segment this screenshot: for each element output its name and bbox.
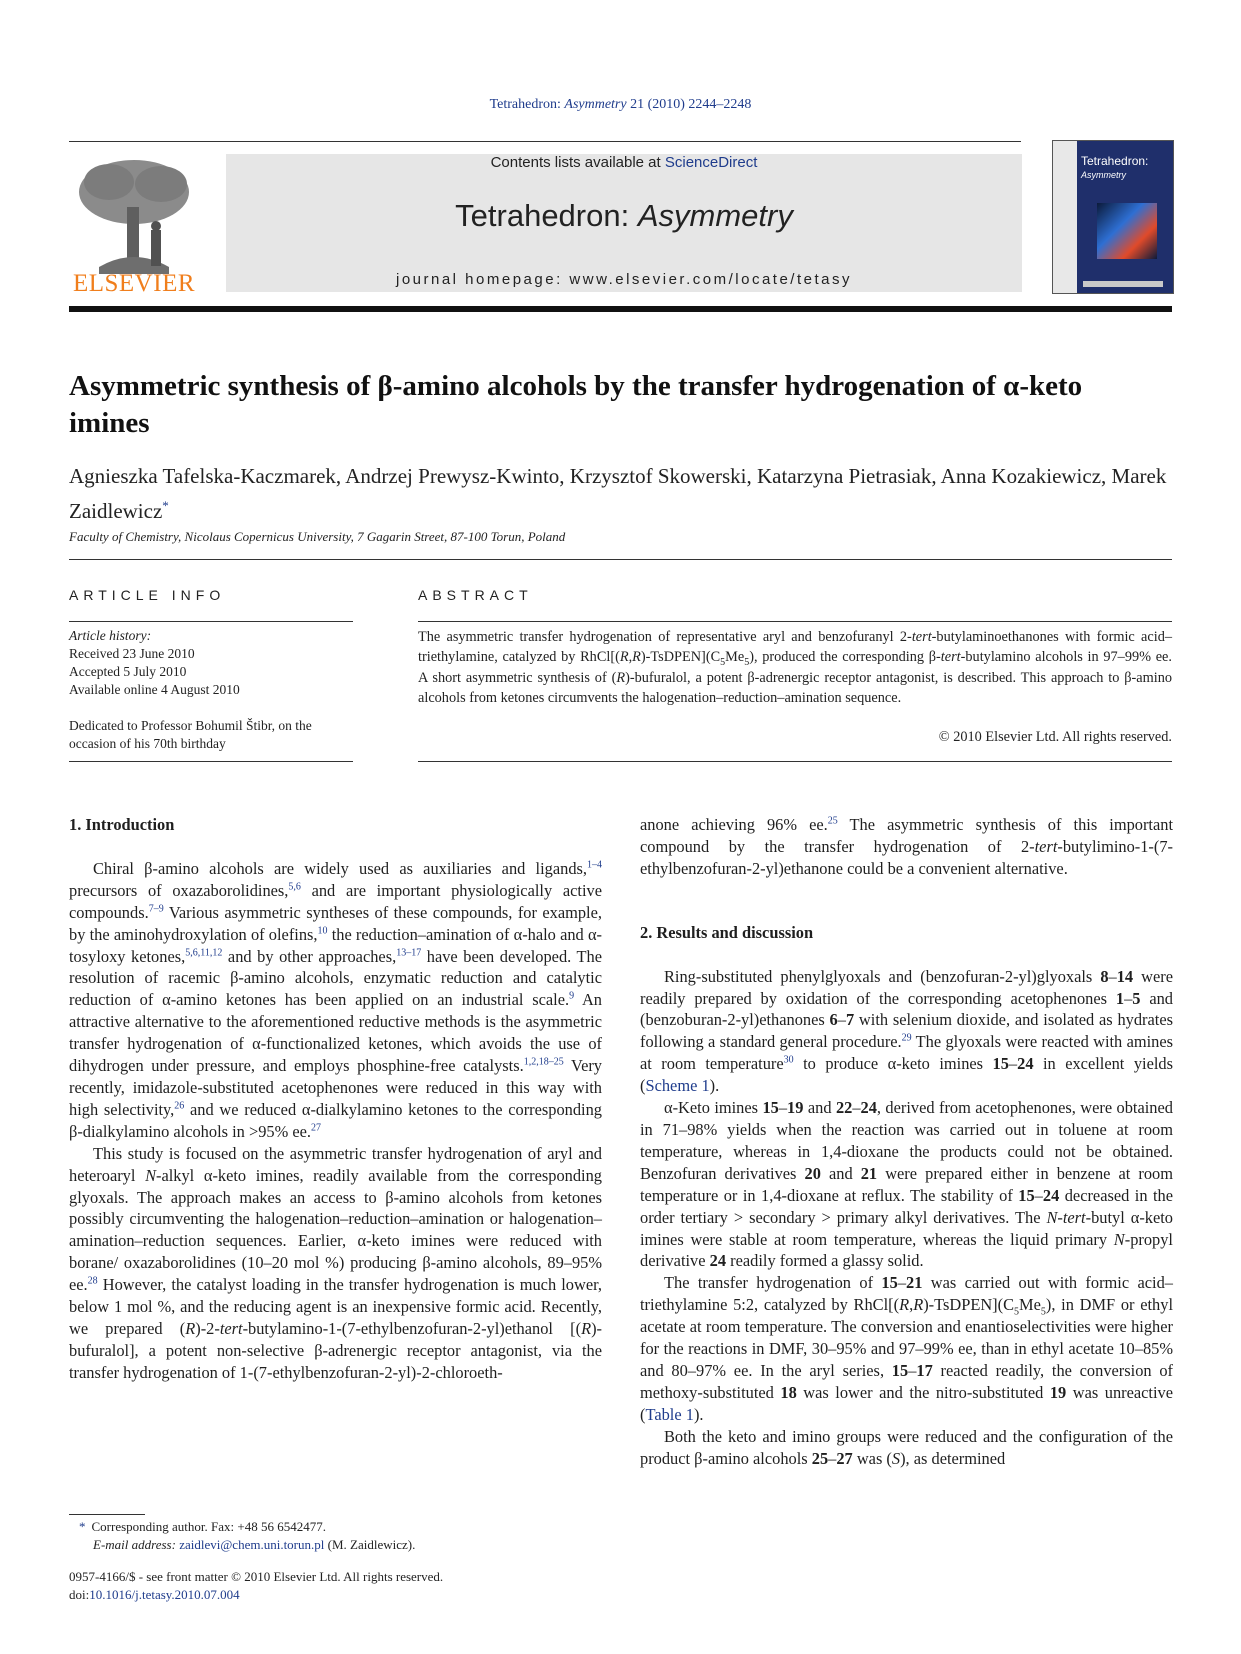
journal-title: Tetrahedron: Asymmetry	[455, 198, 793, 233]
author-list: Agnieszka Tafelska-Kaczmarek, Andrzej Prewysz-Kwinto, Krzysztof Skowerski, Katarzyna Pietrasiak, Anna Kozakiewicz, Marek Zaidlewicz*	[69, 464, 1167, 523]
affiliation: Faculty of Chemistry, Nicolaus Copernicus University, 7 Gagarin Street, 87-100 Torun, Poland	[69, 529, 566, 544]
header-divider	[69, 141, 1021, 142]
sciencedirect-link[interactable]: ScienceDirect	[664, 154, 758, 171]
scheme-1-link[interactable]: Scheme 1	[645, 1076, 710, 1096]
publication-meta: 0957-4166/$ - see front matter © 2010 Elsevier Ltd. All rights reserved. doi:10.1016/j.tetasy.2010.07.004	[69, 1569, 444, 1602]
doi-link[interactable]: 10.1016/j.tetasy.2010.07.004	[89, 1587, 240, 1602]
journal-cover-image[interactable]: Tetrahedron: Asymmetry	[1052, 140, 1174, 294]
section-heading-introduction: 1. Introduction	[69, 815, 175, 834]
paragraph: anone achieving 96% ee.$^{25}$ The asymmetric synthesis of this important compound by the transfer hydrogenation of 2-tert-butylimino-1-(7-ethylbenzofuran-2-yl)ethanone could be a convenient alternative.	[640, 815, 1174, 878]
abstract-heading: ABSTRACT	[418, 587, 533, 603]
paragraph: Ring-substituted phenylglyoxals and (benzofuran-2-yl)glyoxals 8–14 were readily prepared by oxidation of the corresponding acetophenones 1–5 and (benzoburan-2-yl)ethanones 6–7 with selenium dioxide, and isolated as hydrates following a standard general procedure.$^{29}$ The glyoxals were reacted with amines at room temperature$^{30}$ to produce α-keto imines 15–24 in excellent yields (Scheme 1).	[640, 966, 1174, 1096]
article-info-heading: ARTICLE INFO	[69, 587, 226, 603]
header-thick-rule	[69, 306, 1172, 312]
article-title: Asymmetric synthesis of β-amino alcohols by the transfer hydrogenation of α-keto imines	[69, 370, 1083, 439]
paragraph: α-Keto imines 15–19 and 22–24, derived from acetophenones, were obtained in 71–98% yields when the reaction was carried out in toluene at room temperature, whereas in 1,4-dioxane the products could not be obtained. Benzofuran derivatives 20 and 21 were prepared either in benzene at room temperature or in 1,4-dioxane at reflux. The stability of 15–24 decreased in the order tertiary > secondary > primary alkyl derivatives. The N-tert-butyl α-keto imines were stable at room temperature, whereas the liquid primary N-propyl derivative 24 readily formed a glassy solid.	[640, 1098, 1173, 1271]
paragraph: The transfer hydrogenation of 15–21 was carried out with formic acid–triethylamine 5:2, catalyzed by $RhCl[(R,R)-TsDPEN](C_5Me_5)$, in DMF or ethyl acetate at room temperature. The conversion and enantioselectivities were higher for the reactions in DMF, 30–95% and 97–99% ee, than in ethyl acetate 10–85% and 80–97% ee. In the aryl series, 15–17 reacted readily, the conversion of methoxy-substituted 18 was lower and the nitro-substituted 19 was unreactive (Table 1).	[640, 1273, 1173, 1424]
body-left-column	[69, 814, 602, 1384]
journal-citation[interactable]: Tetrahedron: Asymmetry 21 (2010) 2244–2248	[489, 97, 752, 112]
article-history: Article history: Received 23 June 2010 Accepted 5 July 2010 Available online 4 August 2010	[69, 628, 240, 697]
abstract-text: The asymmetric transfer hydrogenation of representative aryl and benzofuranyl 2-tert-butylaminoethanones with formic acid–triethylamine, catalyzed by $RhCl[(R,R)-TsDPEN](C_5Me_5)$, produced the corresponding β-tert-butylamino alcohols in 97–99% ee. A short asymmetric synthesis of (R)-bufuralol, a potent β-adrenergic receptor antagonist, is described. This approach to β-amino alcohols from ketones circumvents the halogenation–reduction–amination sequence.	[418, 629, 1173, 707]
paragraph: Both the keto and imino groups were reduced and the configuration of the product β-amino alcohols 25–27 was (S), as determined	[640, 1426, 1173, 1468]
abstract-copyright: © 2010 Elsevier Ltd. All rights reserved.	[938, 729, 1172, 745]
contents-line: Contents lists available at ScienceDirect	[490, 154, 758, 171]
cover-artwork	[1097, 203, 1157, 259]
footnote: * Corresponding author. Fax: +48 56 6542477. E-mail address: zaidlevi@chem.uni.torun.pl (M. Zaidlewicz).	[79, 1519, 416, 1552]
paragraph: This study is focused on the asymmetric transfer hydrogenation of aryl and heteroaryl N-alkyl α-keto imines, readily available from the corresponding glyoxals. The approach makes an access to β-amino alcohols from ketones possibly circumventing the halogenation–reduction–amination or halogenation–amination–reduction sequences. Earlier, α-keto imines were reduced with borane/ oxazaborolidines (10–20 mol %) producing β-amino alcohols, 89–95% ee.$^{28}$ However, the catalyst loading in the transfer hydrogenation is much lower, below 1 mol %, and the reducing agent is an inexpensive formic acid. Recently, we prepared (R)-2-tert-butylamino-1-(7-ethylbenzofuran-2-yl)ethanol [(R)-bufuralol], a potent non-selective β-adrenergic receptor antagonist, via the transfer hydrogenation of 1-(7-ethylbenzofuran-2-yl)-2-chloroeth-	[69, 1143, 602, 1382]
publisher-wordmark[interactable]: ELSEVIER	[72, 270, 196, 297]
paragraph: Chiral β-amino alcohols are widely used as auxiliaries and ligands,$^{1-4}$ precursors of oxazaborolidines,$^{5,6}$ and are important physiologically active compounds.$^{7-9}$ Various asymmetric syntheses of these compounds, for example, by the aminohydroxylation of olefins,$^{10}$ the reduction–amination of α-halo and α-tosyloxy ketones,$^{5,6,11,12}$ and by other approaches,$^{13-17}$ have been developed. The resolution of racemic β-amino alcohols, enzymatic reduction and catalytic reduction of α-amino ketones has been applied on an industrial scale.$^9$ An attractive alternative to the aforementioned reductive methods is the asymmetric transfer hydrogenation of α-functionalized ketones, which avoids the use of dihydrogen under pressure, and employs phosphine-free catalysts.$^{1,2,18-25}$ Very recently, imidazole-substituted acetophenones were reduced in this way with high selectivity,$^{26}$ and we reduced α-dialkylamino ketones to the corresponding β-dialkylamino alcohols in >95% ee.$^{27}$	[69, 858, 602, 1141]
section-heading-results: 2. Results and discussion	[640, 922, 814, 942]
email-link[interactable]: zaidlevi@chem.uni.torun.pl	[179, 1537, 325, 1552]
journal-homepage-link[interactable]: journal homepage: www.elsevier.com/locate/tetasy	[395, 271, 852, 288]
divider	[69, 559, 1172, 560]
table-1-link[interactable]: Table 1	[645, 1404, 694, 1424]
corresponding-author-mark[interactable]: *	[162, 498, 169, 513]
journal-masthead	[226, 154, 1022, 292]
body-right-column	[640, 814, 1173, 1469]
dedication: Dedicated to Professor Bohumil Štibr, on the occasion of his 70th birthday	[69, 718, 312, 751]
